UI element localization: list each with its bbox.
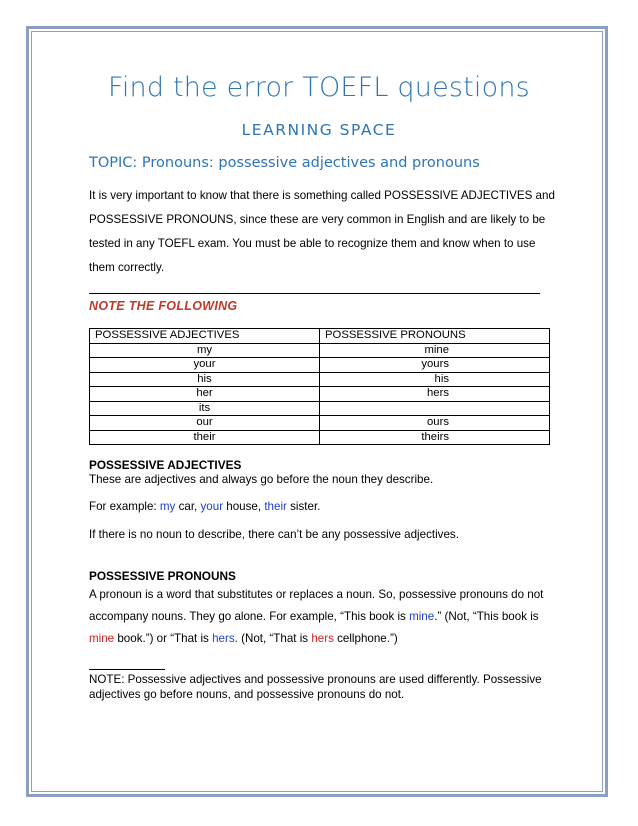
table-cell-pronoun: theirs [320,430,550,445]
intro-line: them correctly. [89,261,165,274]
table-cell-adjective: my [90,343,320,358]
intro-line: POSSESSIVE PRONOUNS, since these are very common in English and are likely to be [89,213,546,226]
table-row [90,416,550,431]
table-cell-adjective: her [90,387,320,402]
example-word: hers [311,632,334,645]
pronouns-text: book.”) or “That is [114,632,213,645]
final-note [89,672,559,702]
table-cell-pronoun: hers [320,387,550,402]
pronouns-heading: POSSESSIVE PRONOUNS [89,569,236,583]
table-row [90,372,550,387]
pronouns-line [89,606,559,628]
table-cell-adjective: its [90,401,320,416]
table-cell-pronoun: ours [320,416,550,431]
table-cell-pronoun: yours [320,358,550,373]
note-line: adjectives go before nouns, and possessive pronouns do not. [89,688,405,701]
section-divider [89,293,540,294]
example-word: my [159,500,176,513]
topic-heading: TOPIC: Pronouns: possessive adjectives and pronouns [89,155,480,171]
example-word: mine [89,632,115,645]
adjectives-description: These are adjectives and always go before the noun they describe. [89,473,434,486]
intro-paragraph [89,184,559,280]
pronouns-text: cellphone.”) [333,632,398,645]
footnote-divider [89,669,165,670]
adjectives-no-noun-note: If there is no noun to describe, there can’t be any possessive adjectives. [89,528,459,541]
example-word: your [200,500,224,513]
table-cell-adjective: his [90,372,320,387]
table-row [90,387,550,402]
adjectives-heading: POSSESSIVE ADJECTIVES [89,458,242,472]
table-cell-adjective: our [90,416,320,431]
table-header-row [90,329,550,344]
table-row [90,401,550,416]
table-cell-adjective: your [90,358,320,373]
example-text: car, [175,500,201,513]
page-title: Find the error TOEFL questions [108,72,530,103]
pronouns-line [89,628,559,650]
note-line: NOTE: Possessive adjectives and possessive pronouns are used differently. Possessive [89,673,542,686]
example-word: their [264,500,287,513]
page-subtitle: LEARNING SPACE [241,121,397,139]
table-header-pronouns: POSSESSIVE PRONOUNS [320,329,550,344]
table-row [90,358,550,373]
pronoun-table [89,328,550,445]
pronouns-text: .” (Not, “This book is [434,610,539,623]
example-text: house, [223,500,265,513]
intro-line: tested in any TOEFL exam. You must be able to recognize them and know when to use [89,237,536,250]
table-cell-adjective: their [90,430,320,445]
table-row [90,343,550,358]
intro-line: It is very important to know that there is something called POSSESSIVE ADJECTIVES and [89,189,555,202]
note-heading: NOTE THE FOLLOWING [89,299,238,313]
table-cell-pronoun: his [320,372,550,387]
table-row [90,430,550,445]
table-cell-pronoun [320,401,550,416]
table-cell-pronoun: mine [320,343,550,358]
pronouns-line: A pronoun is a word that substitutes or replaces a noun. So, possessive pronouns do not [89,588,544,601]
example-text: sister. [286,500,321,513]
example-word: hers [212,632,235,645]
adjectives-example [89,500,559,513]
pronouns-text: . (Not, “That is [234,632,312,645]
example-prefix: For example: [89,500,160,513]
table-header-adjectives: POSSESSIVE ADJECTIVES [90,329,320,344]
pronouns-paragraph [89,584,559,650]
example-word: mine [409,610,435,623]
pronouns-text: accompany nouns. They go alone. For example, “This book is [89,610,410,623]
